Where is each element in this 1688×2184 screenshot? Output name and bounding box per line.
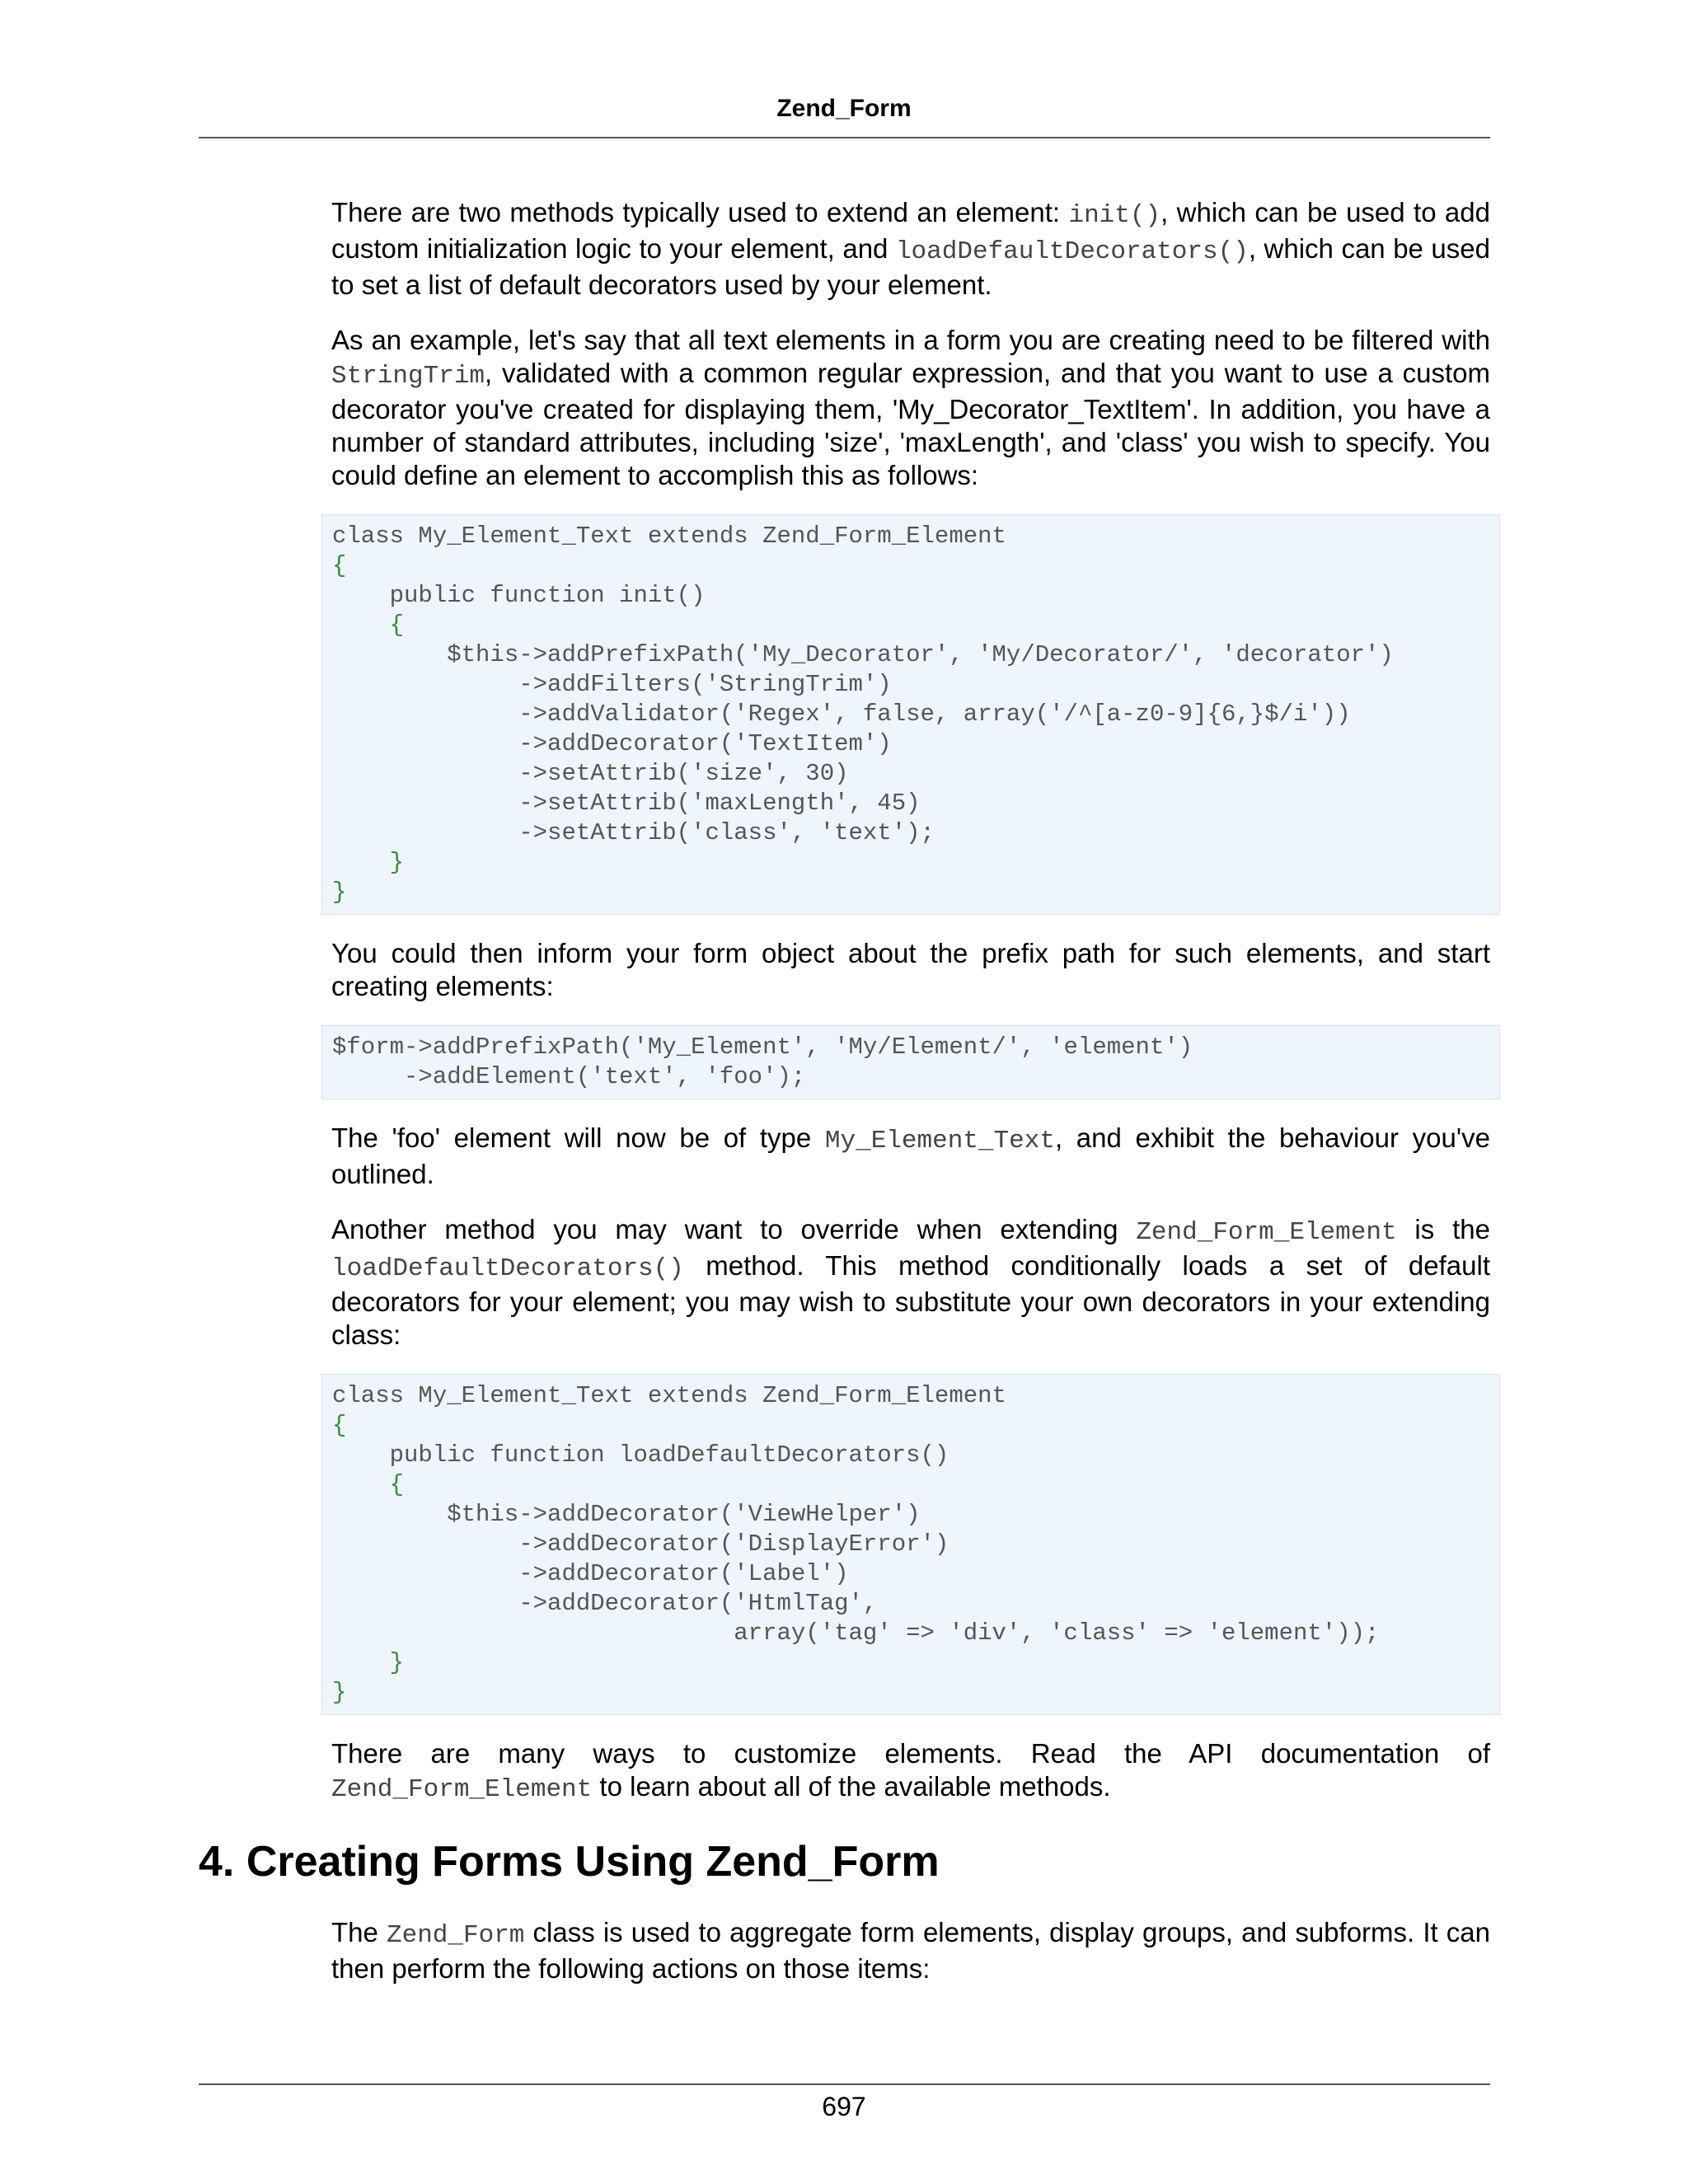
code-line: $this->addDecorator('ViewHelper') xyxy=(332,1501,921,1528)
code-line: ->setAttrib('maxLength', 45) xyxy=(332,790,921,817)
inline-code: init() xyxy=(1068,201,1161,230)
inline-code: StringTrim xyxy=(331,362,485,391)
footer-divider xyxy=(199,2083,1490,2085)
code-line: ->addDecorator('DisplayError') xyxy=(332,1530,950,1558)
code-line: } xyxy=(332,849,405,876)
section-heading: 4. Creating Forms Using Zend_Form xyxy=(199,1838,940,1886)
text: Another method you may want to override when extending xyxy=(331,1214,1137,1244)
code-line: { xyxy=(332,552,347,579)
code-line: } xyxy=(332,879,347,906)
code-line: ->addDecorator('TextItem') xyxy=(332,730,892,757)
code-line: class My_Element_Text extends Zend_Form_Element xyxy=(332,1382,1006,1409)
text: The 'foo' element will now be of type xyxy=(331,1122,825,1153)
text: The xyxy=(331,1917,387,1947)
paragraph-zend-form-class xyxy=(331,1916,1490,1985)
text: method. This method conditionally loads a set of default decorators for your element; you may wish to substitute your own decorators in your extending class: xyxy=(331,1250,1490,1350)
code-line: ->setAttrib('size', 30) xyxy=(332,760,849,787)
page-number: 697 xyxy=(822,2092,866,2121)
code-line: class My_Element_Text extends Zend_Form_Element xyxy=(332,523,1006,550)
text: , which can be used to set a list of default decorators used by your element. xyxy=(331,233,1490,300)
text: There are many ways to customize elements. Read the API documentation of xyxy=(331,1738,1490,1769)
code-line: $form->addPrefixPath('My_Element', 'My/Element/', 'element') xyxy=(332,1033,1193,1061)
inline-code: loadDefaultDecorators() xyxy=(895,237,1249,266)
inline-code: Zend_Form_Element xyxy=(331,1775,593,1804)
code-block-load-default-decorators xyxy=(321,1374,1500,1715)
code-line: ->addValidator('Regex', false, array('/^[a-z0-9]{6,}$/i')) xyxy=(332,701,1351,728)
text: There are two methods typically used to extend an element: xyxy=(331,197,1069,227)
code-block-form-prefix-path xyxy=(321,1025,1500,1099)
code-line: ->addFilters('StringTrim') xyxy=(332,671,892,698)
text: , validated with a common regular expression, and that you want to use a custom decorator you've created for displaying them, 'My_Decorator_TextItem'. In addition, you have a number of standard attributes, including 'size', 'maxLength', and 'class' you wish to specify. You could define an element to accomplish this as follows: xyxy=(331,358,1490,490)
code-line: ->addDecorator('Label') xyxy=(332,1560,849,1587)
text: class is used to aggregate form elements, display groups, and subforms. It can then perform the following actions on those items: xyxy=(331,1917,1490,1984)
paragraph-example-intro xyxy=(331,324,1490,492)
code-block-element-text-init xyxy=(321,514,1500,915)
paragraph-prefix-path: You could then inform your form object about the prefix path for such elements, and start creating elements: xyxy=(331,938,1490,1001)
text: , which can be used to add custom initialization logic to your element, and xyxy=(331,197,1490,264)
paragraph-customize-elements xyxy=(331,1737,1490,1807)
inline-code: loadDefaultDecorators() xyxy=(331,1254,684,1283)
code-line: $this->addPrefixPath('My_Decorator', 'My/Decorator/', 'decorator') xyxy=(332,641,1394,668)
code-line: ->setAttrib('class', 'text'); xyxy=(332,819,935,846)
code-line: ->addElement('text', 'foo'); xyxy=(332,1063,806,1090)
text: to learn about all of the available methods. xyxy=(592,1771,1111,1802)
code-line: { xyxy=(332,612,405,639)
code-line: array('tag' => 'div', 'class' => 'element')); xyxy=(332,1619,1380,1647)
header-divider xyxy=(199,137,1490,138)
paragraph-extend-methods xyxy=(331,196,1490,302)
code-line: } xyxy=(332,1679,347,1706)
code-line: { xyxy=(332,1471,405,1498)
code-line: public function loadDefaultDecorators() xyxy=(332,1441,950,1469)
paragraph-override-decorators xyxy=(331,1213,1490,1352)
text: As an example, let's say that all text elements in a form you are creating need to be filtered with xyxy=(331,325,1490,355)
code-line: public function init() xyxy=(332,582,706,609)
text: , and exhibit the behaviour you've outlined. xyxy=(331,1122,1490,1189)
code-line: ->addDecorator('HtmlTag', xyxy=(332,1590,878,1617)
text: is the xyxy=(1396,1214,1490,1244)
inline-code: Zend_Form_Element xyxy=(1136,1218,1397,1247)
paragraph-foo-element xyxy=(331,1122,1490,1191)
main-content xyxy=(331,196,1490,1829)
running-header-title: Zend_Form xyxy=(776,95,912,122)
section-content xyxy=(331,1916,1490,2008)
inline-code: My_Element_Text xyxy=(824,1127,1055,1155)
code-line: { xyxy=(332,1412,347,1439)
code-line: } xyxy=(332,1649,405,1676)
inline-code: Zend_Form xyxy=(386,1921,525,1950)
